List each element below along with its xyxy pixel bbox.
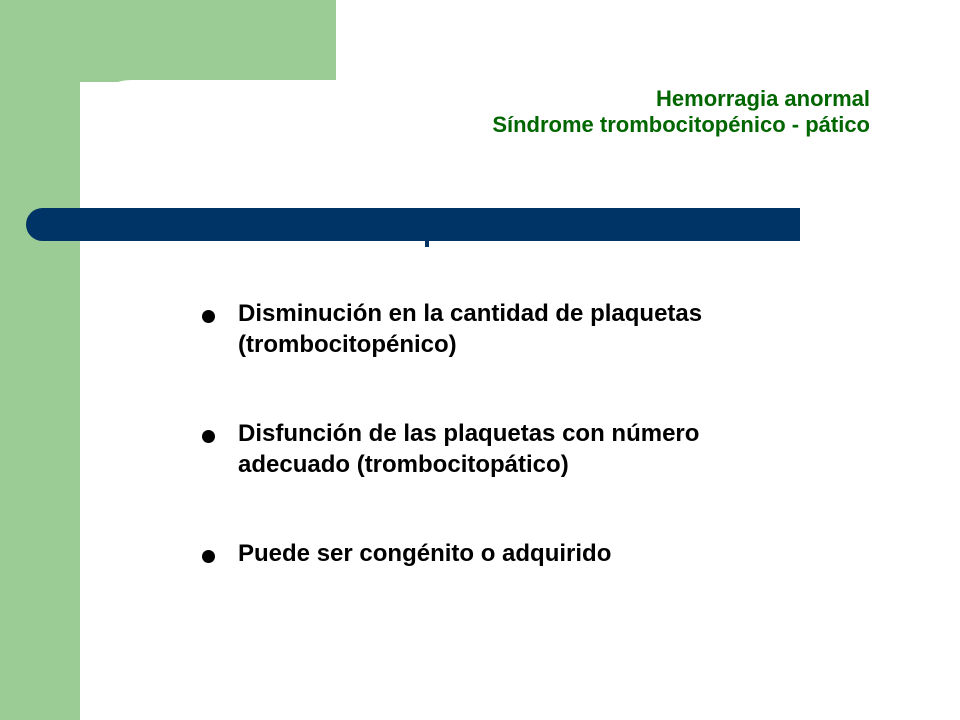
divider-bar-notch [425,241,429,247]
bullet-text-line: Disfunción de las plaquetas con número [238,420,700,447]
navy-divider-bar [26,208,800,241]
bullet-text-line: Puede ser congénito o adquirido [238,540,612,567]
bullet-dot-icon [202,430,215,443]
bullet-item [202,538,902,569]
bullet-dot-icon [202,550,215,563]
bullet-text-line: adecuado (trombocitopático) [238,451,569,478]
bullet-list [202,298,902,627]
slide-title-line-2: Síndrome trombocitopénico - pático [492,112,870,137]
bullet-item [202,298,902,360]
bullet-dot-icon [202,310,215,323]
green-sidebar-band [0,0,80,720]
green-top-band [0,0,336,82]
bullet-text-line: Disminución en la cantidad de plaquetas [238,300,703,327]
bullet-item [202,418,902,480]
slide-title [492,86,870,138]
bullet-text-line: (trombocitopénico) [238,331,457,358]
slide-title-line-1: Hemorragia anormal [656,86,870,111]
